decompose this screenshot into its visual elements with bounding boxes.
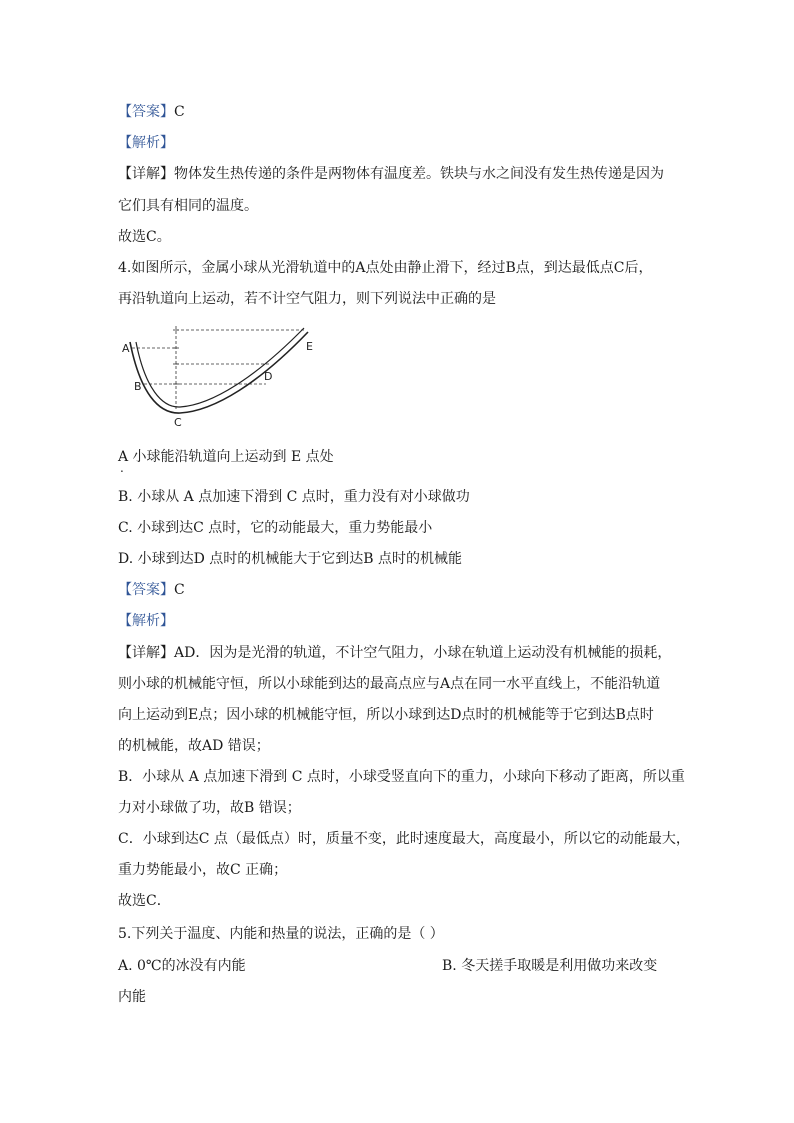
q3-detail-line1 [118,164,664,184]
detail-tag: 【详解】 [118,645,174,661]
q4-detail-ad-1 [118,643,671,663]
label-d: D [264,370,273,383]
detail-text: AD．因为是光滑的轨道，不计空气阻力，小球在轨道上运动没有机械能的损耗， [174,645,672,661]
q3-answer [118,102,185,122]
label-b: B [134,380,142,393]
q5-option-a: A. 0℃的冰没有内能 [118,958,246,974]
q4-detail-c-1: C．小球到达C 点（最低点）时，质量不变，此时速度最大，高度最小，所以它的动能最大， [118,831,690,847]
answer-tag: 【答案】 [118,582,174,598]
q4-analysis-tag: 【解析】 [118,613,174,629]
q4-conclusion: 故选C． [118,893,171,909]
answer-value: C [174,104,185,120]
q5-option-b: B. 冬天搓手取暖是利用做功来改变 [442,958,658,974]
answer-value: C [174,582,185,598]
label-c: C [174,416,182,429]
q3-conclusion: 故选C。 [118,229,171,245]
q4-option-a: A 小球能沿轨道向上运动到 E 点处 [118,449,334,465]
q4-answer [118,580,185,600]
q4-detail-c-2: 重力势能最小，故C 正确； [118,862,288,878]
q4-option-a-dot: . [120,461,124,475]
q4-stem-line2: 再沿轨道向上运动，若不计空气阻力，则下列说法中正确的是 [118,291,496,307]
q4-detail-ad-3: 向上运动到E点；因小球的机械能守恒，所以小球到达D点时的机械能等于它到达B点时 [118,707,654,723]
q4-detail-b-2: 力对小球做了功，故B 错误； [118,800,301,816]
q4-stem-line1: 4.如图所示，金属小球从光滑轨道中的A点处由静止滑下，经过B点，到达最低点C后， [118,260,653,276]
q5-stem: 5.下列关于温度、内能和热量的说法，正确的是（ ） [118,926,444,942]
detail-text: 物体发生热传递的条件是两物体有温度差。铁块与水之间没有发生热传递是因为 [174,166,664,182]
q4-option-d: D. 小球到达D 点时的机械能大于它到达B 点时的机械能 [118,551,463,567]
detail-tag: 【详解】 [118,166,174,182]
label-a: A [122,342,130,355]
track-outer [130,332,308,413]
answer-tag: 【答案】 [118,104,174,120]
q3-detail-line2: 它们具有相同的温度。 [118,198,258,214]
track-inner [136,328,304,407]
label-e: E [306,340,313,353]
q4-option-c: C. 小球到达C 点时，它的动能最大，重力势能最小 [118,520,433,536]
q4-detail-b-1: B．小球从 A 点加速下滑到 C 点时，小球受竖直向下的重力，小球向下移动了距离，所以重 [118,769,685,785]
q4-detail-ad-2: 则小球的机械能守恒，所以小球能到达的最高点应与A点在同一水平直线上，不能沿轨道 [118,676,661,692]
q3-analysis-tag: 【解析】 [118,135,174,151]
q4-detail-ad-4: 的机械能，故AD 错误； [118,738,270,754]
track-diagram [120,322,320,432]
q4-option-b: B. 小球从 A 点加速下滑到 C 点时，重力没有对小球做功 [118,489,470,505]
q5-option-b-cont: 内能 [118,989,146,1005]
